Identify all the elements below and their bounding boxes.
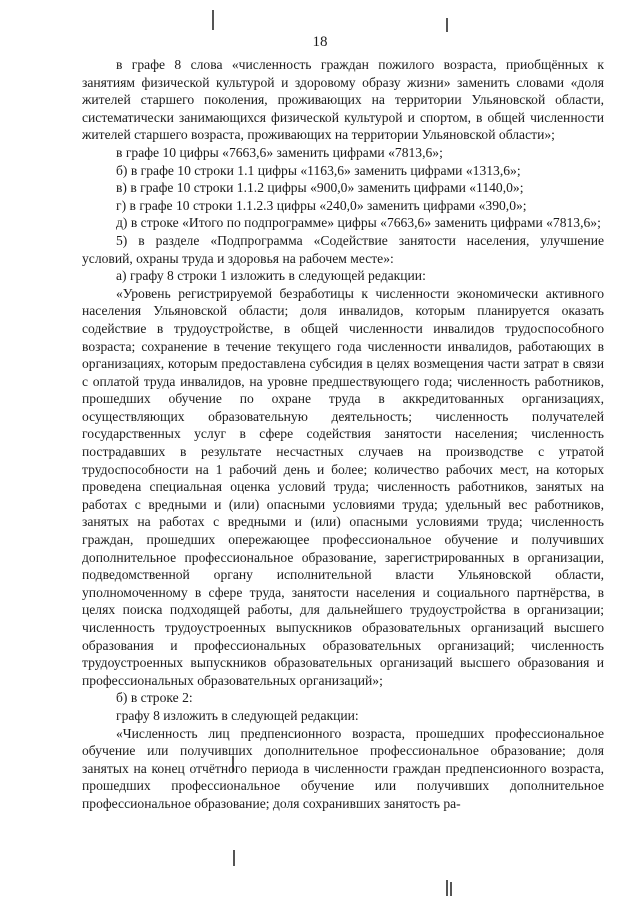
scan-mark	[212, 10, 214, 30]
document-body	[82, 56, 604, 813]
paragraph: «Численность лиц предпенсионного возраста, прошедших профессиональное обучение или получивших дополнительное профессиональное образование; доля занятых на конец отчётного периода в численности граждан предпенсионного возраста, прошедших профессиональное обучение или получивших дополнительное профессиональное образование; доля сохранивших занятость ра-	[82, 725, 604, 811]
paragraph: графу 8 изложить в следующей редакции:	[116, 707, 359, 723]
scan-mark	[446, 880, 448, 896]
page-number: 18	[312, 34, 328, 50]
paragraph: в графе 10 цифры «7663,6» заменить цифрами «7813,6»;	[116, 144, 443, 160]
paragraph: г) в графе 10 строки 1.1.2.3 цифры «240,0» заменить цифрами «390,0»;	[116, 197, 527, 213]
scan-mark	[233, 850, 235, 866]
paragraph: б) в строке 2:	[116, 690, 193, 706]
paragraph: в) в графе 10 строки 1.1.2 цифры «900,0» заменить цифрами «1140,0»;	[116, 180, 524, 196]
paragraph: 5) в разделе «Подпрограмма «Содействие занятости населения, улучшение условий, охраны труда и здоровья на рабочем месте»:	[82, 232, 604, 266]
scan-mark	[446, 18, 448, 32]
paragraph: д) в строке «Итого по подпрограмме» цифры «7663,6» заменить цифрами «7813,6»;	[116, 215, 601, 231]
paragraph: а) графу 8 строки 1 изложить в следующей редакции:	[116, 268, 426, 284]
paragraph: в графе 8 слова «численность граждан пожилого возраста, приобщённых к занятиям физической культурой и здоровому образу жизни» заменить словами «доля жителей старшего поколения, проживающих на территории Ульяновской области, систематически занимающихся физической культурой и спортом, в общей численности жителей старшего возраста, проживающих на территории Ульяновской области»;	[82, 57, 604, 143]
paragraph: «Уровень регистрируемой безработицы к численности экономически активного населения Ульяновской области; доля инвалидов, которым планируется оказать содействие в трудоустройстве, в общей численности инвалидов трудоспособного возраста; сохранение в течение текущего года численности инвалидов, работающих в организациях, которым предоставлена субсидия в целях возмещения части затрат в связи с оплатой труда инвалидов, на уровне предшествующего года; численность работников, прошедших обучение по охране труда в аккредитованных организациях, осуществляющих образовательную деятельность; численность получателей государственных услуг в сфере содействия занятости населения; численность пострадавших в результате несчастных случаев на производстве с утратой трудоспособности на 1 рабочий день и более; количество рабочих мест, на которых проведена специальная оценка условий труда; численность работников, занятых на работах с вредными и (или) опасными условиями труда; удельный вес работников, занятых на работах с вредными и (или) опасными условиями труда; численность граждан, прошедших опережающее профессиональное обучение и получивших дополнительное профессиональное образование, зарегистрированных в организации, подведомственной органу исполнительной власти Ульяновской области, уполномоченному в сфере труда, занятости населения и социального партнёрства, в целях поиска подходящей работы, для дальнейшего трудоустройства в организации; численность трудоустроенных выпускников образовательных организаций высшего образования и профессиональных образовательных организаций; численность трудоустроенных выпускников образовательных организаций высшего образования и профессиональных образовательных организаций»;	[82, 285, 604, 688]
paragraph: б) в графе 10 строки 1.1 цифры «1163,6» заменить цифрами «1313,6»;	[116, 162, 521, 178]
scan-mark	[450, 882, 452, 896]
